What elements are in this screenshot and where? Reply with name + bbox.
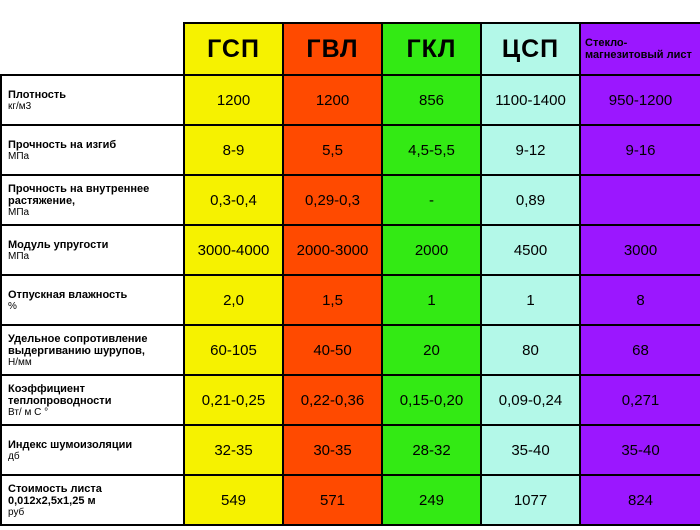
value-cell: 1 <box>481 275 580 325</box>
column-header-gvl: ГВЛ <box>283 23 382 75</box>
value-cell: 8 <box>580 275 700 325</box>
row-label <box>1 125 184 175</box>
value-cell: 9-16 <box>580 125 700 175</box>
row-title: Индекс шумоизоляции <box>8 438 133 451</box>
row-title: Прочность на изгиб <box>8 138 117 151</box>
value-cell: 0,3-0,4 <box>184 175 283 225</box>
value-cell: 2,0 <box>184 275 283 325</box>
row-unit: Вт/ м С ° <box>8 406 49 418</box>
value-cell: 2000 <box>382 225 481 275</box>
value-cell: 60-105 <box>184 325 283 375</box>
table-row <box>1 425 700 475</box>
table-row <box>1 125 700 175</box>
row-label <box>1 75 184 125</box>
value-cell: - <box>382 175 481 225</box>
value-cell: 1200 <box>184 75 283 125</box>
value-cell: 30-35 <box>283 425 382 475</box>
table-row <box>1 75 700 125</box>
corner-cell <box>1 23 184 75</box>
header-row <box>1 23 700 75</box>
column-header-gkl: ГКЛ <box>382 23 481 75</box>
row-title: Плотность <box>8 88 67 101</box>
value-cell: 20 <box>382 325 481 375</box>
value-cell: 0,15-0,20 <box>382 375 481 425</box>
row-title: Стоимость листа 0,012х2,5х1,25 м <box>8 482 102 507</box>
value-cell: 0,21-0,25 <box>184 375 283 425</box>
row-unit: % <box>8 300 17 312</box>
value-cell: 950-1200 <box>580 75 700 125</box>
value-cell: 80 <box>481 325 580 375</box>
value-cell: 32-35 <box>184 425 283 475</box>
value-cell: 1200 <box>283 75 382 125</box>
row-label <box>1 425 184 475</box>
value-cell: 249 <box>382 475 481 525</box>
table-row <box>1 475 700 525</box>
value-cell: 4500 <box>481 225 580 275</box>
value-cell: 35-40 <box>481 425 580 475</box>
row-unit: МПа <box>8 250 30 262</box>
table-row <box>1 275 700 325</box>
table-row <box>1 175 700 225</box>
value-cell: 9-12 <box>481 125 580 175</box>
row-label <box>1 325 184 375</box>
value-cell: 571 <box>283 475 382 525</box>
row-label <box>1 375 184 425</box>
row-title: Удельное сопротивление выдергиванию шурупов, <box>8 332 148 357</box>
value-cell: 3000 <box>580 225 700 275</box>
value-cell: 1077 <box>481 475 580 525</box>
value-cell: 2000-3000 <box>283 225 382 275</box>
column-header-gsp: ГСП <box>184 23 283 75</box>
value-cell: 0,271 <box>580 375 700 425</box>
value-cell: 1100-1400 <box>481 75 580 125</box>
value-cell: 3000-4000 <box>184 225 283 275</box>
value-cell: 824 <box>580 475 700 525</box>
value-cell: 0,09-0,24 <box>481 375 580 425</box>
row-unit: МПа <box>8 206 30 218</box>
column-header-sml: Стекло-магнезитовый лист <box>580 23 700 75</box>
value-cell: 68 <box>580 325 700 375</box>
row-unit: Н/мм <box>8 356 32 368</box>
table-row <box>1 375 700 425</box>
row-label <box>1 175 184 225</box>
value-cell <box>580 175 700 225</box>
value-cell: 5,5 <box>283 125 382 175</box>
row-title: Модуль упругости <box>8 238 109 251</box>
value-cell: 40-50 <box>283 325 382 375</box>
row-title: Коэффициент теплопроводности <box>8 382 112 407</box>
row-title: Прочность на внутреннее растяжение, <box>8 182 150 207</box>
value-cell: 549 <box>184 475 283 525</box>
value-cell: 0,29-0,3 <box>283 175 382 225</box>
value-cell: 0,22-0,36 <box>283 375 382 425</box>
row-unit: руб <box>8 506 25 518</box>
value-cell: 28-32 <box>382 425 481 475</box>
value-cell: 35-40 <box>580 425 700 475</box>
row-label <box>1 225 184 275</box>
value-cell: 0,89 <box>481 175 580 225</box>
table-row <box>1 325 700 375</box>
row-unit: МПа <box>8 150 30 162</box>
value-cell: 1 <box>382 275 481 325</box>
value-cell: 1,5 <box>283 275 382 325</box>
row-label <box>1 475 184 525</box>
table-row <box>1 225 700 275</box>
row-label <box>1 275 184 325</box>
value-cell: 4,5-5,5 <box>382 125 481 175</box>
row-unit: кг/м3 <box>8 100 32 112</box>
row-title: Отпускная влажность <box>8 288 128 301</box>
value-cell: 856 <box>382 75 481 125</box>
column-header-csp: ЦСП <box>481 23 580 75</box>
value-cell: 8-9 <box>184 125 283 175</box>
row-unit: дб <box>8 450 20 462</box>
